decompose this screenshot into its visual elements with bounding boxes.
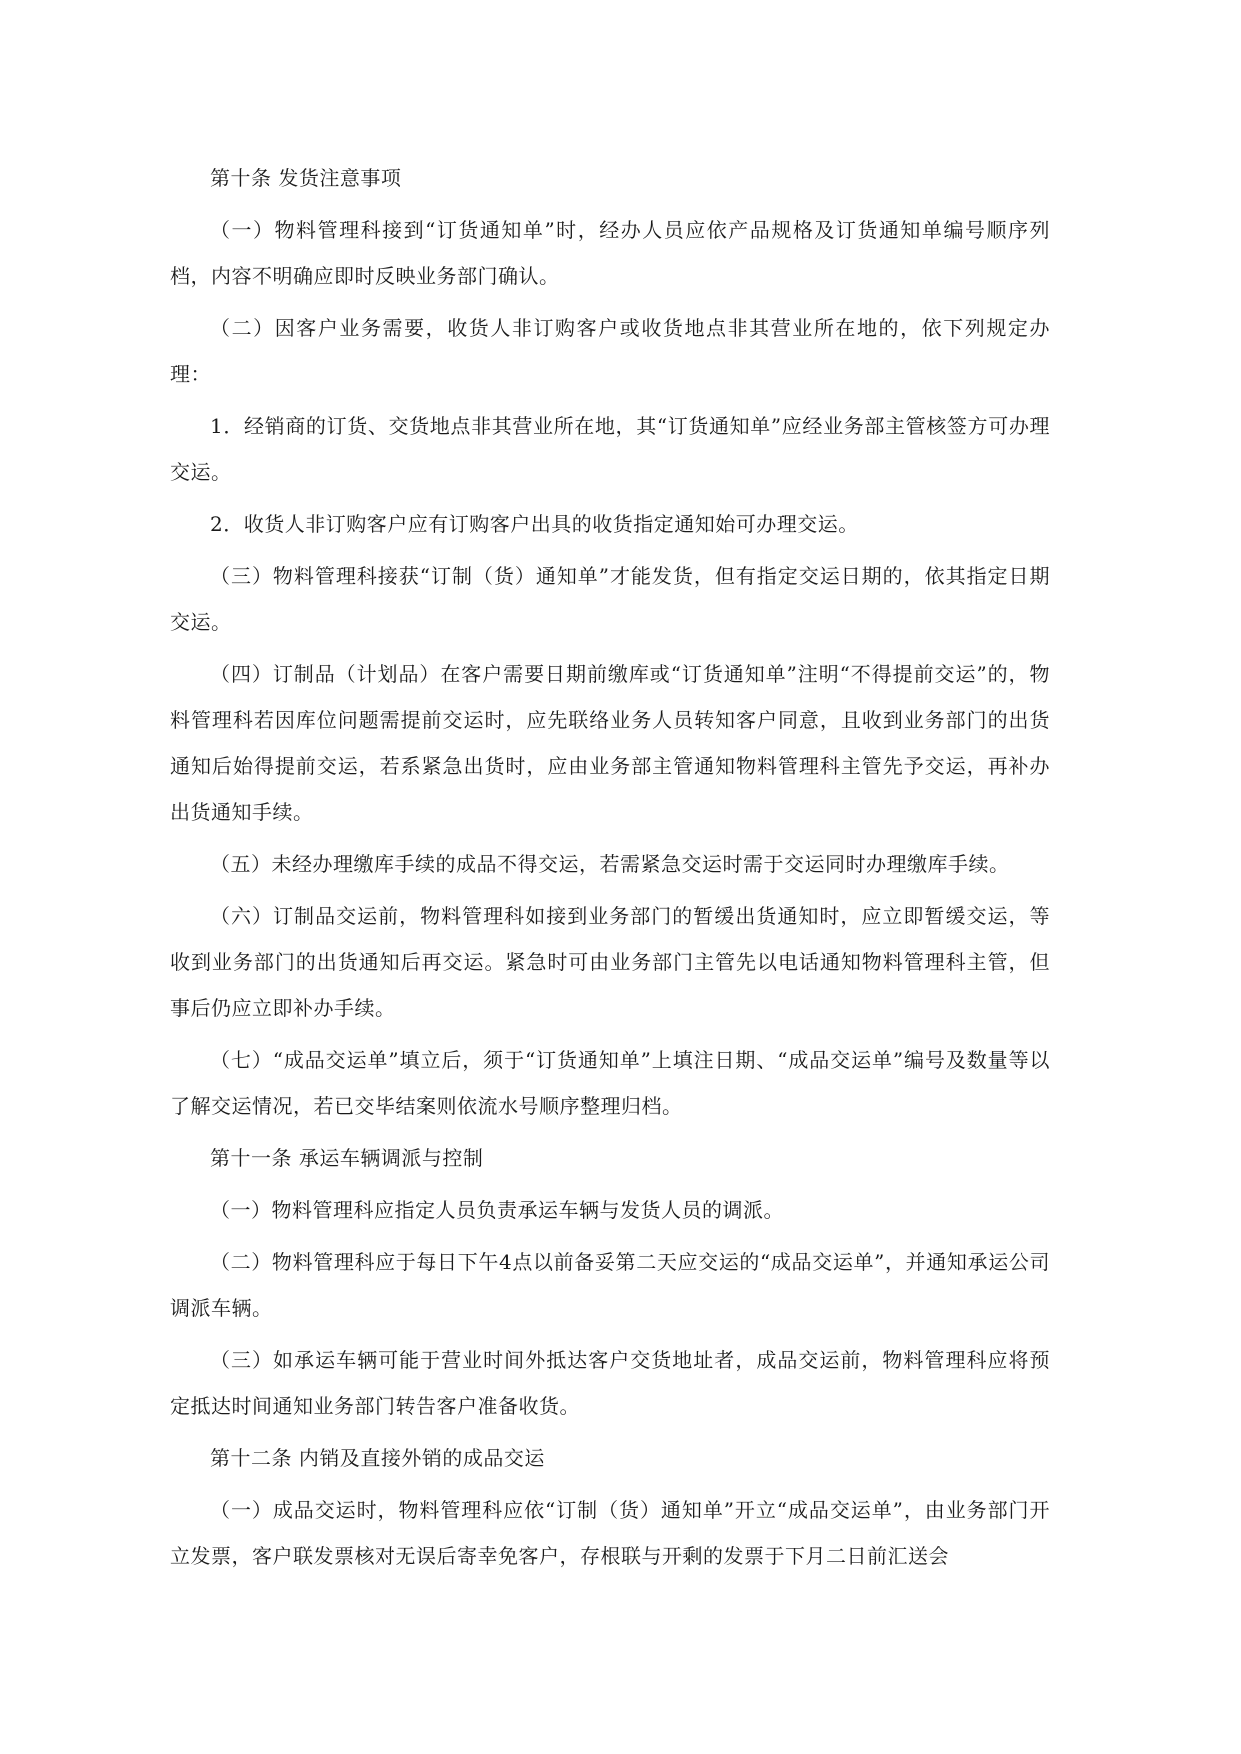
paragraph: （一）物料管理科接到“订货通知单”时，经办人员应依产品规格及订货通知单编号顺序列档，内容不明确应即时反映业务部门确认。 — [170, 218, 1050, 288]
article-10-heading: 第十条 发货注意事项 — [210, 166, 402, 190]
paragraph: （二）物料管理科应于每日下午4点以前备妥第二天应交运的“成品交运单”，并通知承运公司调派车辆。 — [170, 1250, 1050, 1320]
article-11-heading: 第十一条 承运车辆调派与控制 — [210, 1146, 484, 1170]
paragraph: （七）“成品交运单”填立后，须于“订货通知单”上填注日期、“成品交运单”编号及数量等以了解交运情况，若已交毕结案则依流水号顺序整理归档。 — [170, 1048, 1050, 1118]
paragraph: （三）物料管理科接获“订制（货）通知单”才能发货，但有指定交运日期的，依其指定日期交运。 — [170, 564, 1050, 634]
document-body — [170, 155, 1050, 1585]
paragraph: 1．经销商的订货、交货地点非其营业所在地，其“订货通知单”应经业务部主管核签方可办理交运。 — [170, 414, 1050, 484]
article-12-heading: 第十二条 内销及直接外销的成品交运 — [210, 1446, 545, 1470]
paragraph: 2．收货人非订购客户应有订购客户出具的收货指定通知始可办理交运。 — [210, 512, 859, 536]
paragraph: （一）成品交运时，物料管理科应依“订制（货）通知单”开立“成品交运单”，由业务部门开立发票，客户联发票核对无误后寄幸免客户，存根联与开剩的发票于下月二日前汇送会 — [170, 1498, 1050, 1568]
paragraph: （四）订制品（计划品）在客户需要日期前缴库或“订货通知单”注明“不得提前交运”的，物料管理科若因库位问题需提前交运时，应先联络业务人员转知客户同意，且收到业务部门的出货通知后始得提前交运，若系紧急出货时，应由业务部主管通知物料管理科主管先予交运，再补办出货通知手续。 — [170, 662, 1050, 824]
paragraph: （一）物料管理科应指定人员负责承运车辆与发货人员的调派。 — [210, 1198, 784, 1222]
paragraph: （二）因客户业务需要，收货人非订购客户或收货地点非其营业所在地的，依下列规定办理： — [170, 316, 1050, 386]
paragraph: （三）如承运车辆可能于营业时间外抵达客户交货地址者，成品交运前，物料管理科应将预定抵达时间通知业务部门转告客户准备收货。 — [170, 1348, 1050, 1418]
paragraph: （五）未经办理缴库手续的成品不得交运，若需紧急交运时需于交运同时办理缴库手续。 — [210, 852, 1010, 876]
paragraph: （六）订制品交运前，物料管理科如接到业务部门的暂缓出货通知时，应立即暂缓交运，等收到业务部门的出货通知后再交运。紧急时可由业务部门主管先以电话通知物料管理科主管，但事后仍应立即补办手续。 — [170, 904, 1050, 1020]
